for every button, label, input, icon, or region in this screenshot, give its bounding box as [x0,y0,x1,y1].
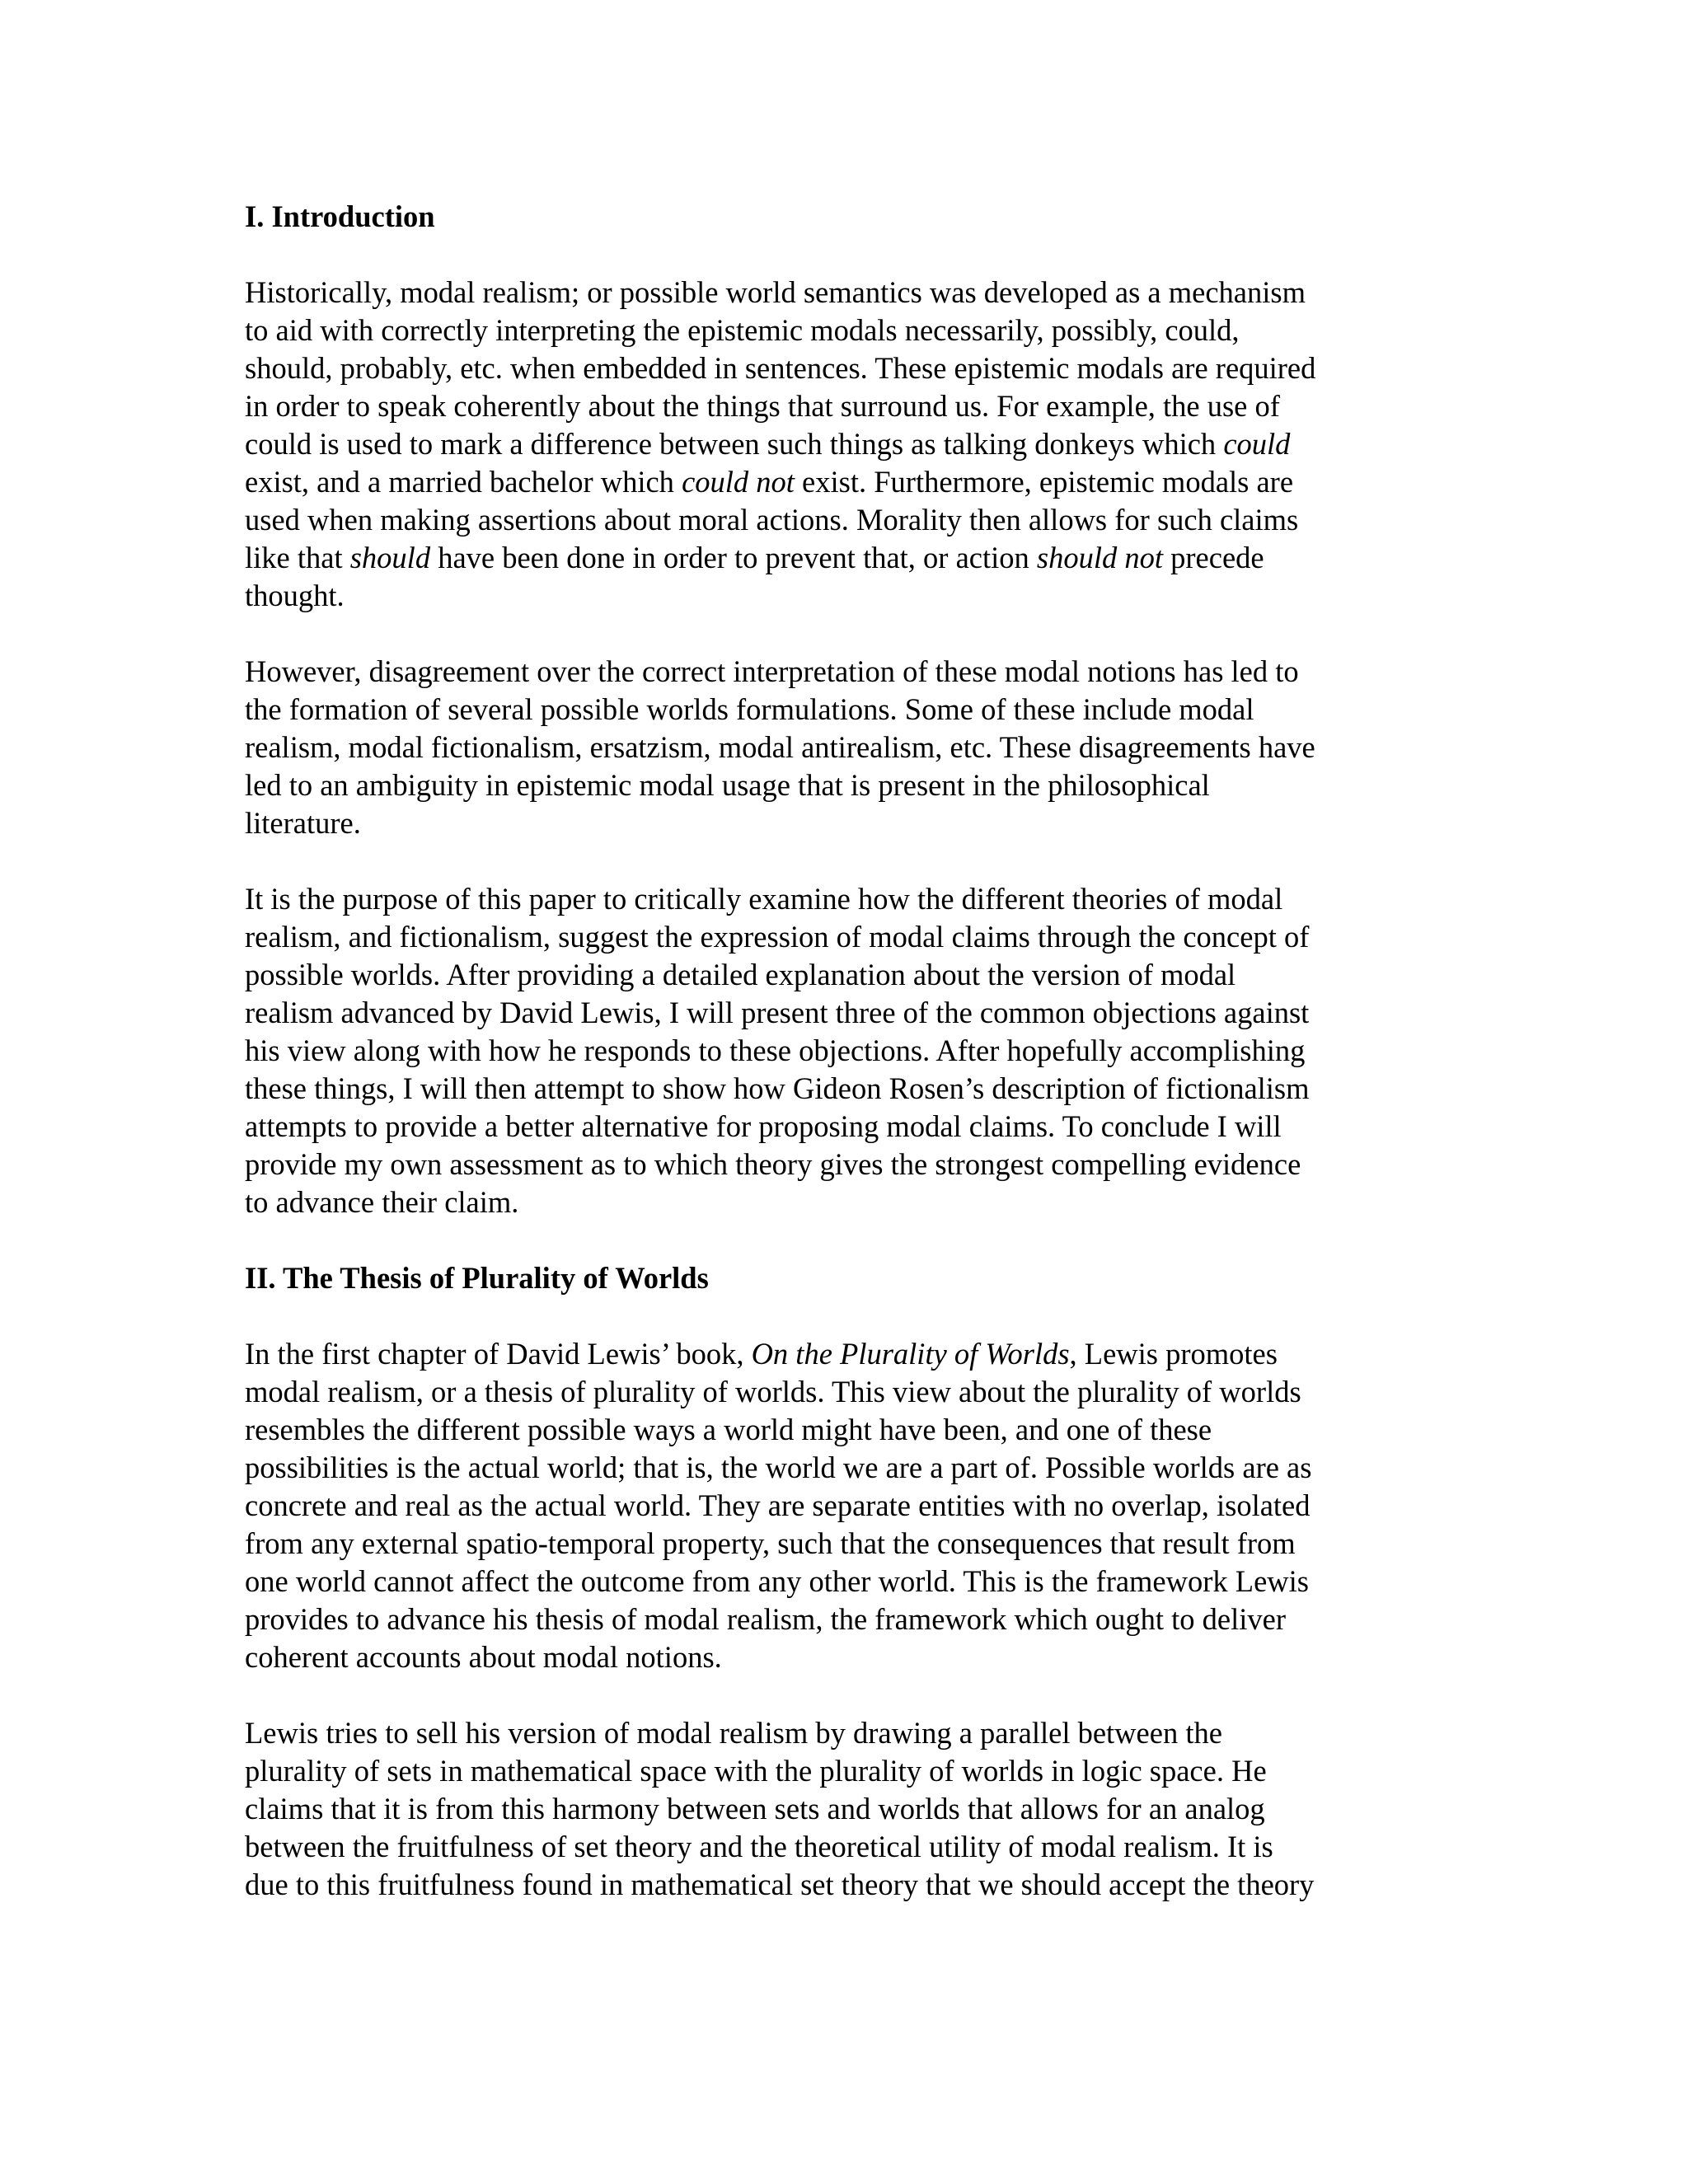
text-run: to advance their claim. [245,1185,519,1219]
text-run: modal realism, or a thesis of plurality of worlds. This view about the plurality of worlds [245,1375,1301,1408]
text-line [245,1601,1481,1638]
text-line [245,1638,1481,1676]
text-run: literature. [245,806,361,840]
paragraph [245,653,1481,842]
text-run: Lewis tries to sell his version of modal realism by drawing a parallel between the [245,1716,1222,1750]
text-run: provides to advance his thesis of modal realism, the framework which ought to deliver [245,1602,1286,1636]
text-line [245,501,1481,539]
text-run: should, probably, etc. when embedded in sentences. These epistemic modals are required [245,351,1316,385]
text-run: concrete and real as the actual world. They are separate entities with no overlap, isolated [245,1488,1311,1522]
text-line [245,1183,1481,1221]
text-line [245,804,1481,842]
paragraph-gap [245,1676,1481,1714]
text-line [245,312,1481,349]
text-line [245,1866,1481,1904]
paragraph-gap [245,1297,1481,1335]
text-line [245,577,1481,615]
text-line [245,1828,1481,1866]
text-line [245,1449,1481,1487]
text-run: However, disagreement over the correct interpretation of these modal notions has led to [245,654,1299,688]
text-run: led to an ambiguity in epistemic modal usage that is present in the philosophical [245,768,1210,802]
section-heading: II. The Thesis of Plurality of Worlds [245,1261,709,1295]
section-heading: I. Introduction [245,199,435,233]
document-page [245,198,1481,1904]
text-line [245,880,1481,918]
italic-text: should [349,541,431,574]
text-run: realism, and fictionalism, suggest the expression of modal claims through the concept of [245,920,1310,954]
text-run: possible worlds. After providing a detailed explanation about the version of modal [245,958,1236,991]
text-line [245,1525,1481,1563]
text-run: realism advanced by David Lewis, I will present three of the common objections against [245,996,1310,1029]
text-run: plurality of sets in mathematical space with the plurality of worlds in logic space. He [245,1754,1267,1788]
text-line [245,653,1481,691]
text-run: like that [245,541,350,574]
paragraph-gap [245,1221,1481,1259]
paragraph-gap [245,236,1481,274]
text-line [245,1373,1481,1411]
text-line [245,1335,1481,1373]
paragraph [245,1714,1481,1904]
text-line [245,1411,1481,1449]
text-run: realism, modal fictionalism, ersatzism, modal antirealism, etc. These disagreements have [245,730,1315,764]
text-line [245,1108,1481,1146]
italic-text: could [1223,427,1291,461]
paragraph-gap [245,842,1481,880]
paragraph-gap [245,615,1481,653]
text-run: his view along with how he responds to these objections. After hopefully accomplishing [245,1033,1306,1067]
text-line [245,994,1481,1032]
text-run: possibilities is the actual world; that is, the world we are a part of. Possible worlds are as [245,1451,1312,1484]
text-line [245,1032,1481,1070]
text-line [245,1146,1481,1183]
text-run: to aid with correctly interpreting the epistemic modals necessarily, possibly, could, [245,313,1240,347]
text-run: one world cannot affect the outcome from any other world. This is the framework Lewis [245,1564,1309,1598]
text-run: thought. [245,579,345,612]
text-run: provide my own assessment as to which theory gives the strongest compelling evidence [245,1147,1301,1181]
text-run: Historically, modal realism; or possible world semantics was developed as a mechanism [245,275,1306,309]
text-line [245,274,1481,312]
text-line [245,425,1481,463]
italic-text: On the Plurality of Worlds [751,1337,1070,1371]
text-line [245,1790,1481,1828]
text-line [245,539,1481,577]
text-run: exist. Furthermore, epistemic modals are [794,465,1294,499]
paragraph [245,880,1481,1221]
text-run: the formation of several possible worlds formulations. Some of these include modal [245,692,1254,726]
text-run: coherent accounts about modal notions. [245,1640,722,1674]
text-run: between the fruitfulness of set theory and the theoretical utility of modal realism. It is [245,1830,1273,1863]
text-run: , Lewis promotes [1069,1337,1278,1371]
text-run: It is the purpose of this paper to critically examine how the different theories of modal [245,882,1283,916]
text-line [245,387,1481,425]
text-run: precede [1163,541,1264,574]
text-line [245,1752,1481,1790]
text-line [245,1487,1481,1525]
text-run: could is used to mark a difference between such things as talking donkeys which [245,427,1224,461]
text-run: exist, and a married bachelor which [245,465,682,499]
text-run: from any external spatio-temporal property, such that the consequences that result from [245,1526,1296,1560]
text-run: claims that it is from this harmony between sets and worlds that allows for an analog [245,1792,1265,1825]
text-line [245,1714,1481,1752]
text-run: these things, I will then attempt to show how Gideon Rosen’s description of fictionalism [245,1071,1310,1105]
paragraph [245,1335,1481,1676]
text-line [245,349,1481,387]
text-line [245,691,1481,729]
paragraph [245,274,1481,615]
text-line [245,766,1481,804]
italic-text: could not [682,465,795,499]
text-run: in order to speak coherently about the things that surround us. For example, the use of [245,389,1280,423]
text-line [245,1563,1481,1601]
text-line [245,1070,1481,1108]
text-line [245,918,1481,956]
text-run: resembles the different possible ways a world might have been, and one of these [245,1413,1212,1446]
text-line [245,463,1481,501]
text-run: have been done in order to prevent that, or action [430,541,1037,574]
text-run: used when making assertions about moral actions. Morality then allows for such claims [245,503,1299,537]
text-line [245,729,1481,766]
text-run: due to this fruitfulness found in mathematical set theory that we should accept the theory [245,1868,1315,1901]
text-run: In the first chapter of David Lewis’ book, [245,1337,752,1371]
italic-text: should not [1036,541,1164,574]
text-run: attempts to provide a better alternative for proposing modal claims. To conclude I will [245,1109,1282,1143]
text-line [245,956,1481,994]
